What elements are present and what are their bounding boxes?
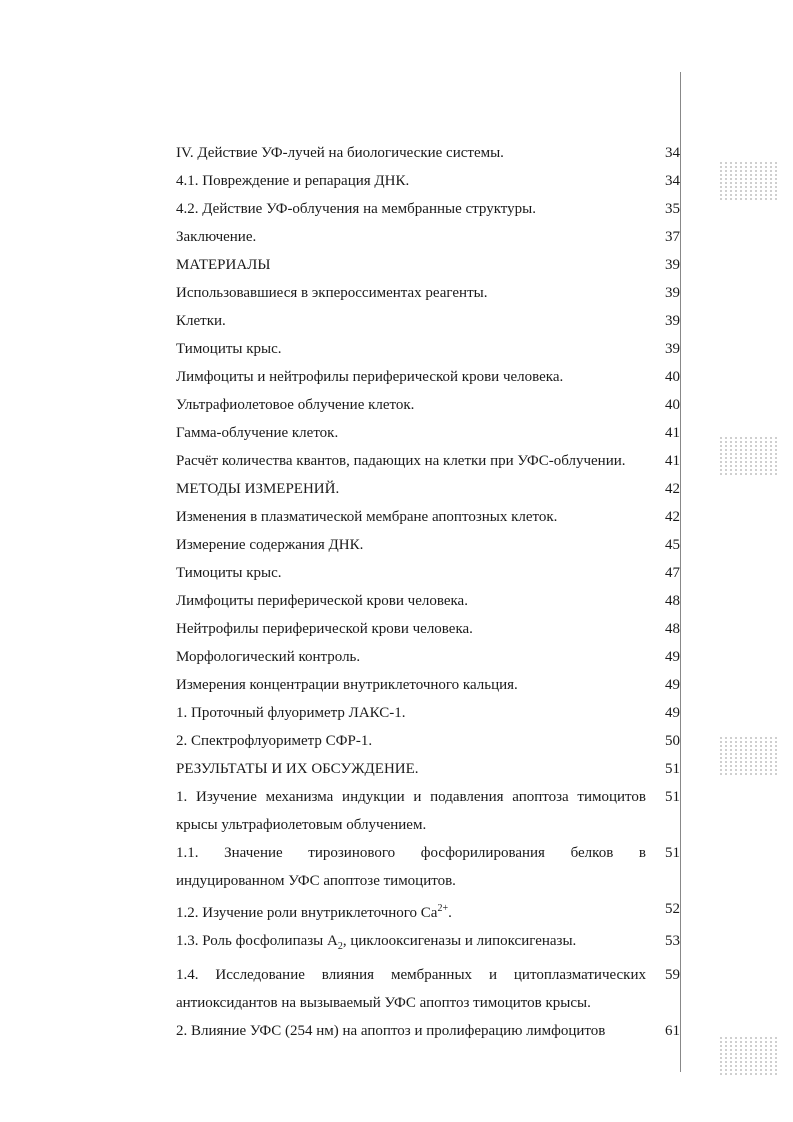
toc-entry-title: 1.4. Исследование влияния мембранных и цитоплазматических антиоксидантов на вызываемый УФС апоптоз тимоцитов крысы. [176,967,646,1011]
toc-entry-title: 2. Влияние УФС (254 нм) на апоптоз и пролиферацию лимфоцитов [176,1023,606,1039]
toc-entry [176,391,680,419]
toc-entry-page: 41 [665,453,680,469]
toc-entry [176,223,680,251]
toc-entry-title: Гамма-облучение клеток. [176,425,339,441]
right-margin-line [680,72,681,1072]
toc-entry [176,503,680,531]
toc-entry-page: 39 [665,257,680,273]
toc-entry [176,559,680,587]
toc-entry [176,335,680,363]
toc-entry [176,587,680,615]
toc-entry [176,363,680,391]
toc-entry-title: 4.2. Действие УФ-облучения на мембранные структуры. [176,201,536,217]
toc-entry-page: 39 [665,313,680,329]
toc-entry [176,727,680,755]
scan-noise [720,735,780,805]
toc-entry-title [176,927,660,961]
toc-entry [176,783,680,839]
toc-entry [176,1017,680,1045]
toc-entry-title: Клетки. [176,313,226,329]
toc-entry [176,927,680,961]
toc-entry-title: МАТЕРИАЛЫ [176,257,271,273]
toc-entry [176,419,680,447]
scan-noise [720,435,780,505]
toc-entry [176,961,680,1017]
toc-entry [176,279,680,307]
toc-entry-page: 39 [665,341,680,357]
toc-heading [176,475,680,503]
scan-noise [720,160,780,230]
toc-entry-title [176,895,660,927]
toc-entry-page: 39 [665,285,680,301]
toc-entry [176,643,680,671]
toc-entry-title: Тимоциты крыс. [176,565,282,581]
toc-entry [176,195,680,223]
toc-entry [176,531,680,559]
toc-entry-page: 34 [665,145,680,161]
toc-entry-title: Лимфоциты периферической крови человека. [176,593,468,609]
toc-entry-page: 48 [665,621,680,637]
toc-entry-title: 4.1. Повреждение и репарация ДНК. [176,173,410,189]
toc-entry [176,167,680,195]
toc-entry-page: 50 [665,733,680,749]
toc-entry-page: 51 [665,761,680,777]
toc-entry-page: 42 [665,481,680,497]
toc-entry-title: Нейтрофилы периферической крови человека. [176,621,473,637]
toc-entry-page: 51 [665,789,680,805]
toc-entry-title-part: , циклооксигеназы и липоксигеназы. [342,933,577,949]
toc-entry [176,615,680,643]
toc-entry-title: Измерения концентрации внутриклеточного кальция. [176,677,518,693]
toc-entry [176,447,680,475]
toc-entry-title: Ультрафиолетовое облучение клеток. [176,397,415,413]
toc-entry-page: 61 [665,1023,680,1039]
toc-entry [176,839,680,895]
toc-entry-page: 51 [665,845,680,861]
toc-entry-title: Использовавшиеся в экперoccиментах реагенты. [176,285,488,301]
toc-entry-title: Изменения в плазматической мембране апоптозных клеток. [176,509,558,525]
toc-heading [176,755,680,783]
toc-entry-title: 1. Проточный флуориметр ЛАКС-1. [176,705,406,721]
toc-entry-page: 53 [665,933,680,949]
toc-entry-page: 59 [665,967,680,983]
table-of-contents [176,139,680,1045]
toc-entry-page: 40 [665,397,680,413]
toc-entry-title: 1. Изучение механизма индукции и подавления апоптоза тимоцитов крысы ультрафиолетовым облучением. [176,789,646,833]
toc-entry [176,139,680,167]
toc-entry-title: РЕЗУЛЬТАТЫ И ИХ ОБСУЖДЕНИЕ. [176,761,419,777]
toc-entry-page: 49 [665,677,680,693]
toc-entry-title: МЕТОДЫ ИЗМЕРЕНИЙ. [176,481,340,497]
toc-entry-title: Тимоциты крыс. [176,341,282,357]
scan-noise [720,1035,780,1105]
toc-entry [176,307,680,335]
superscript: 2+ [437,903,449,914]
toc-entry-title: Измерение содержания ДНК. [176,537,364,553]
toc-entry [176,671,680,699]
toc-entry-title: Заключение. [176,229,257,245]
toc-entry-page: 49 [665,649,680,665]
toc-entry-title-part: 1.2. Изучение роли внутриклеточного Ca [176,905,438,921]
toc-entry-title-part: . [448,905,452,921]
toc-entry-title: 2. Спектрофлуориметр СФР-1. [176,733,373,749]
toc-entry-title-part: 1.3. Роль фосфолипазы A [176,933,338,949]
toc-entry-title: Морфологический контроль. [176,649,361,665]
toc-entry [176,895,680,927]
toc-entry-page: 52 [665,901,680,917]
toc-entry-page: 40 [665,369,680,385]
toc-entry [176,699,680,727]
toc-entry-title: Лимфоциты и нейтрофилы периферической крови человека. [176,369,564,385]
toc-entry-title: IV. Действие УФ-лучей на биологические системы. [176,145,504,161]
toc-entry-page: 49 [665,705,680,721]
subscript: 2 [337,941,343,952]
toc-entry-page: 41 [665,425,680,441]
toc-entry-page: 35 [665,201,680,217]
toc-heading [176,251,680,279]
toc-entry-page: 37 [665,229,680,245]
toc-entry-page: 47 [665,565,680,581]
toc-entry-page: 45 [665,537,680,553]
toc-entry-page: 34 [665,173,680,189]
toc-entry-title: 1.1. Значение тирозинового фосфорилирования белков в индуцированном УФС апоптозе тимоцитов. [176,845,646,889]
toc-entry-title: Расчёт количества квантов, падающих на клетки при УФС-облучении. [176,453,626,469]
toc-entry-page: 48 [665,593,680,609]
toc-entry-page: 42 [665,509,680,525]
